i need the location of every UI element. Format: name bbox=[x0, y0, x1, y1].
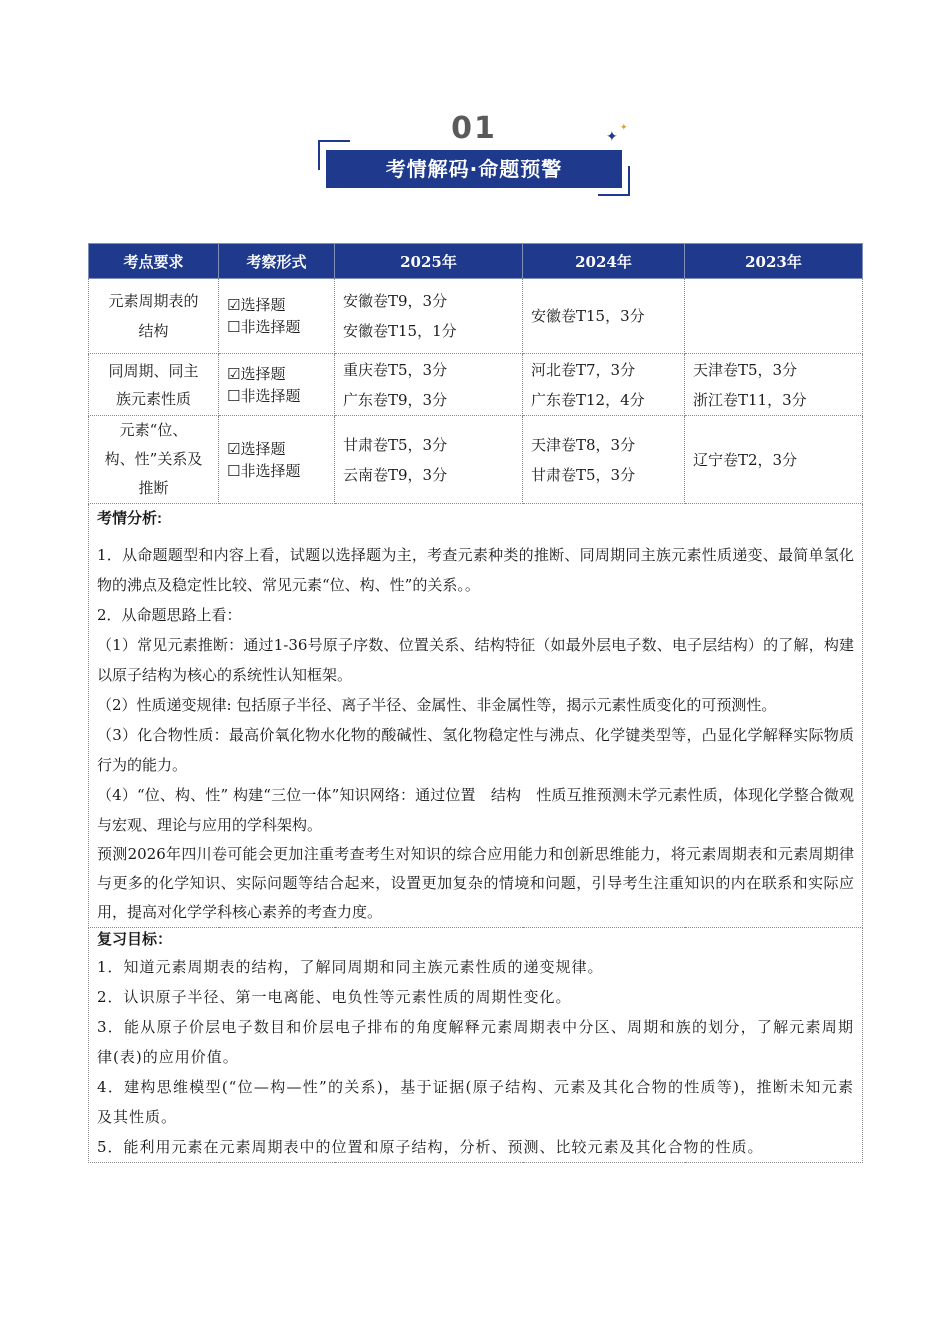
analysis-paragraph: （2）性质递变规律: 包括原子半径、离子半径、金属性、非金属性等，揭示元素性质变化的可预测性。 bbox=[97, 696, 777, 714]
checked-box-icon: ☑ bbox=[227, 296, 241, 314]
analysis-title: 考情分析: bbox=[97, 510, 162, 527]
analysis-paragraph: （3）化合物性质：最高价氧化物水化物的酸碱性、氢化物稳定性与沸点、化学键类型等，凸显化学解释实际物质行为的能力。 bbox=[97, 726, 854, 774]
header-2023: 2023年 bbox=[685, 244, 863, 279]
year-2023-cell bbox=[685, 279, 863, 354]
year-2024-cell: 河北卷T7，3分 广东卷T12，4分 bbox=[523, 354, 685, 416]
table-row bbox=[89, 279, 863, 354]
goal-item: 4．建构思维模型(“位—构—性”的关系)，基于证据(原子结构、元素及其化合物的性质等)，推断未知元素及其性质。 bbox=[97, 1078, 854, 1126]
requirement-cell: 元素“位、 构、性”关系及 推断 bbox=[89, 416, 219, 504]
section-banner bbox=[316, 112, 632, 198]
section-number: 01 bbox=[451, 111, 497, 146]
sparkle-icon: ✦ bbox=[620, 123, 628, 133]
analysis-paragraph: 1．从命题题型和内容上看，试题以选择题为主，考查元素种类的推断、同周期同主族元素性质递变、最简单氢化物的沸点及稳定性比较、常见元素“位、构、性”的关系。。 bbox=[97, 546, 854, 594]
goals-cell bbox=[89, 928, 863, 1163]
form-cell: ☑选择题 ☐非选择题 bbox=[219, 416, 335, 504]
table-row bbox=[89, 416, 863, 504]
year-2023-cell: 天津卷T5，3分 浙江卷T11，3分 bbox=[685, 354, 863, 416]
header-2025: 2025年 bbox=[335, 244, 523, 279]
year-2025-cell: 安徽卷T9，3分 安徽卷T15，1分 bbox=[335, 279, 523, 354]
analysis-paragraph: 2．从命题思路上看： bbox=[97, 606, 242, 624]
prediction-paragraph: 预测2026年四川卷可能会更加注重考查考生对知识的综合应用能力和创新思维能力，将元素周期表和元素周期律与更多的化学知识、实际问题等结合起来，设置更加复杂的情境和问题，引导考生注重知识的内在联系和实际应用，提高对化学学科核心素养的考查力度。 bbox=[97, 845, 854, 921]
year-2025-cell: 甘肃卷T5，3分 云南卷T9，3分 bbox=[335, 416, 523, 504]
analysis-row bbox=[89, 504, 863, 928]
sparkle-icon: ✦ bbox=[606, 129, 618, 145]
goal-item: 1．知道元素周期表的结构，了解同周期和同主族元素性质的递变规律。 bbox=[97, 958, 604, 976]
unchecked-box-icon: ☐ bbox=[227, 461, 241, 480]
header-form: 考察形式 bbox=[219, 244, 335, 279]
unchecked-box-icon: ☐ bbox=[227, 318, 241, 336]
requirement-cell: 元素周期表的 结构 bbox=[89, 279, 219, 354]
goal-item: 3．能从原子价层电子数目和价层电子排布的角度解释元素周期表中分区、周期和族的划分，了解元素周期律(表)的应用价值。 bbox=[97, 1018, 854, 1066]
goal-item: 2．认识原子半径、第一电离能、电负性等元素性质的周期性变化。 bbox=[97, 988, 572, 1006]
header-2024: 2024年 bbox=[523, 244, 685, 279]
unchecked-box-icon: ☐ bbox=[227, 386, 241, 405]
analysis-paragraph: （4）“位、构、性” 构建“三位一体”知识网络：通过位置 结构 性质互推预测未学元素性质，体现化学整合微观与宏观、理论与应用的学科架构。 bbox=[97, 786, 854, 834]
year-2024-cell: 安徽卷T15，3分 bbox=[523, 279, 685, 354]
goal-item: 5．能利用元素在元素周期表中的位置和原子结构，分析、预测、比较元素及其化合物的性质。 bbox=[97, 1138, 764, 1156]
goals-row bbox=[89, 928, 863, 1163]
year-2023-cell: 辽宁卷T2，3分 bbox=[685, 416, 863, 504]
goals-title: 复习目标： bbox=[97, 931, 173, 948]
analysis-paragraph: （1）常见元素推断：通过1-36号原子序数、位置关系、结构特征（如最外层电子数、电子层结构）的了解，构建以原子结构为核心的系统性认知框架。 bbox=[97, 636, 854, 684]
checked-box-icon: ☑ bbox=[227, 439, 241, 458]
requirement-cell: 同周期、同主 族元素性质 bbox=[89, 354, 219, 416]
table-header-row bbox=[89, 244, 863, 279]
checked-box-icon: ☑ bbox=[227, 364, 241, 383]
section-title: 考情解码·命题预警 bbox=[326, 150, 622, 188]
header-requirement: 考点要求 bbox=[89, 244, 219, 279]
table-row bbox=[89, 354, 863, 416]
form-cell: ☑选择题 ☐非选择题 bbox=[219, 279, 335, 354]
analysis-cell bbox=[89, 504, 863, 928]
exam-analysis-table bbox=[88, 243, 863, 1163]
year-2025-cell: 重庆卷T5，3分 广东卷T9，3分 bbox=[335, 354, 523, 416]
form-cell: ☑选择题 ☐非选择题 bbox=[219, 354, 335, 416]
year-2024-cell: 天津卷T8，3分 甘肃卷T5，3分 bbox=[523, 416, 685, 504]
